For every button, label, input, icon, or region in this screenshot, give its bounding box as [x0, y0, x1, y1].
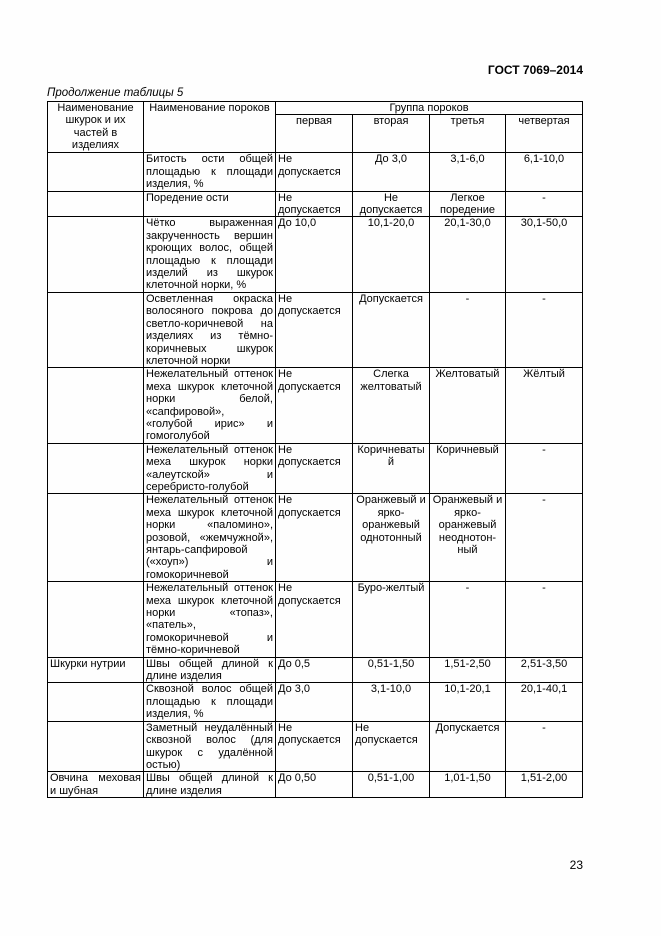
cell-defect: Чётко выраженная закрученность вершин кроющих волос, общей площадью к площади изделий из шкурок клеточной норки, %	[144, 217, 276, 292]
cell-group-4: -	[506, 292, 583, 367]
cell-skin	[48, 368, 144, 443]
cell-group-2: Допускается	[353, 292, 430, 367]
standard-number: ГОСТ 7069–2014	[487, 63, 583, 77]
cell-group-4: -	[506, 443, 583, 494]
cell-group-3: -	[430, 292, 506, 367]
cell-group-4: 2,51-3,50	[506, 657, 583, 683]
table-row	[48, 494, 583, 582]
table-row	[48, 657, 583, 683]
cell-group-2: 3,1-10,0	[353, 683, 430, 721]
cell-defect: Нежелательный оттенок меха шкурок норки «алеутской» и серебристо-голубой	[144, 443, 276, 494]
cell-group-2: До 3,0	[353, 153, 430, 191]
header-group-2: вторая	[353, 115, 430, 153]
defects-table	[47, 101, 583, 798]
cell-group-1: Не допускается	[276, 292, 353, 367]
cell-group-2: Не допускается	[353, 191, 430, 217]
cell-defect: Швы общей длиной к длине изделия	[144, 772, 276, 798]
header-group-1: первая	[276, 115, 353, 153]
cell-group-3: 20,1-30,0	[430, 217, 506, 292]
table-row	[48, 683, 583, 721]
header-defect-group: Группа пороков	[276, 102, 583, 115]
cell-skin	[48, 721, 144, 772]
cell-group-1: Не допускается	[276, 153, 353, 191]
table-row	[48, 772, 583, 798]
cell-group-1: Не допускается	[276, 368, 353, 443]
cell-group-4: 1,51-2,00	[506, 772, 583, 798]
cell-skin	[48, 292, 144, 367]
table-row	[48, 368, 583, 443]
cell-skin	[48, 494, 144, 582]
cell-skin: Шкурки нутрии	[48, 657, 144, 683]
cell-group-2: 10,1-20,0	[353, 217, 430, 292]
cell-group-1: Не допускается	[276, 494, 353, 582]
cell-group-4: Жёлтый	[506, 368, 583, 443]
table-row	[48, 582, 583, 657]
cell-group-2: Слегка желтоватый	[353, 368, 430, 443]
cell-group-1: Не допускается	[276, 443, 353, 494]
cell-group-4: -	[506, 494, 583, 582]
table-header-row	[48, 102, 583, 115]
table-row	[48, 721, 583, 772]
cell-defect: Заметный неудалённый сквозной волос (для шкурок с удалённой остью)	[144, 721, 276, 772]
table-row	[48, 217, 583, 292]
cell-group-3: Оранжевый и ярко-оранжевый неоднотон-ный	[430, 494, 506, 582]
cell-skin	[48, 153, 144, 191]
table-row	[48, 443, 583, 494]
cell-group-4: -	[506, 721, 583, 772]
cell-group-3: 10,1-20,1	[430, 683, 506, 721]
cell-group-2: Буро-желтый	[353, 582, 430, 657]
cell-group-2: Коричневаты й	[353, 443, 430, 494]
cell-group-3: Легкое поредение	[430, 191, 506, 217]
cell-defect: Нежелательный оттенок меха шкурок клеточной норки белой, «сапфировой», «голубой ирис» и гомоголубой	[144, 368, 276, 443]
cell-group-3: 3,1-6,0	[430, 153, 506, 191]
header-skin-name: Наименование шкурок и их частей в изделиях	[48, 102, 144, 153]
table-row	[48, 191, 583, 217]
table-row	[48, 153, 583, 191]
cell-group-1: До 10,0	[276, 217, 353, 292]
cell-group-1: До 0,5	[276, 657, 353, 683]
cell-group-1: Не допускается	[276, 721, 353, 772]
cell-group-3: Коричневый	[430, 443, 506, 494]
cell-defect: Нежелательный оттенок меха шкурок клеточной норки «паломино», розовой, «жемчужной», янтарь-сапфировой («хоуп») и гомокоричневой	[144, 494, 276, 582]
cell-group-1: Не допускается	[276, 191, 353, 217]
header-defect-name: Наименование пороков	[144, 102, 276, 153]
cell-group-2: Оранжевый и ярко-оранжевый однотонный	[353, 494, 430, 582]
header-group-4: четвертая	[506, 115, 583, 153]
cell-group-1: Не допускается	[276, 582, 353, 657]
cell-group-3: 1,01-1,50	[430, 772, 506, 798]
cell-group-4: 6,1-10,0	[506, 153, 583, 191]
cell-group-2: 0,51-1,50	[353, 657, 430, 683]
header-group-3: третья	[430, 115, 506, 153]
cell-group-4: 20,1-40,1	[506, 683, 583, 721]
cell-defect: Битость ости общей площадью к площади изделия, %	[144, 153, 276, 191]
cell-group-3: Допускается	[430, 721, 506, 772]
cell-group-2: 0,51-1,00	[353, 772, 430, 798]
cell-skin	[48, 443, 144, 494]
table-caption: Продолжение таблицы 5	[47, 87, 184, 99]
cell-defect: Сквозной волос общей площадью к площади изделия, %	[144, 683, 276, 721]
cell-group-3: Желтоватый	[430, 368, 506, 443]
cell-defect: Нежелательный оттенок меха шкурок клеточной норки «топаз», «патель», гомокоричневой и тёмно-коричневой	[144, 582, 276, 657]
cell-skin	[48, 582, 144, 657]
cell-skin	[48, 683, 144, 721]
table-row	[48, 292, 583, 367]
cell-group-1: До 3,0	[276, 683, 353, 721]
cell-skin: Овчина меховая и шубная	[48, 772, 144, 798]
cell-group-4: -	[506, 582, 583, 657]
cell-group-1: До 0,50	[276, 772, 353, 798]
cell-group-4: -	[506, 191, 583, 217]
cell-defect: Поредение ости	[144, 191, 276, 217]
page-number: 23	[569, 858, 583, 872]
cell-skin	[48, 217, 144, 292]
cell-skin	[48, 191, 144, 217]
cell-group-4: 30,1-50,0	[506, 217, 583, 292]
cell-group-2: Не допускается	[353, 721, 430, 772]
cell-group-3: 1,51-2,50	[430, 657, 506, 683]
cell-group-3: -	[430, 582, 506, 657]
cell-defect: Швы общей длиной к длине изделия	[144, 657, 276, 683]
cell-defect: Осветленная окраска волосяного покрова до светло-коричневой на изделиях из тёмно-коричневых шкурок клеточной норки	[144, 292, 276, 367]
